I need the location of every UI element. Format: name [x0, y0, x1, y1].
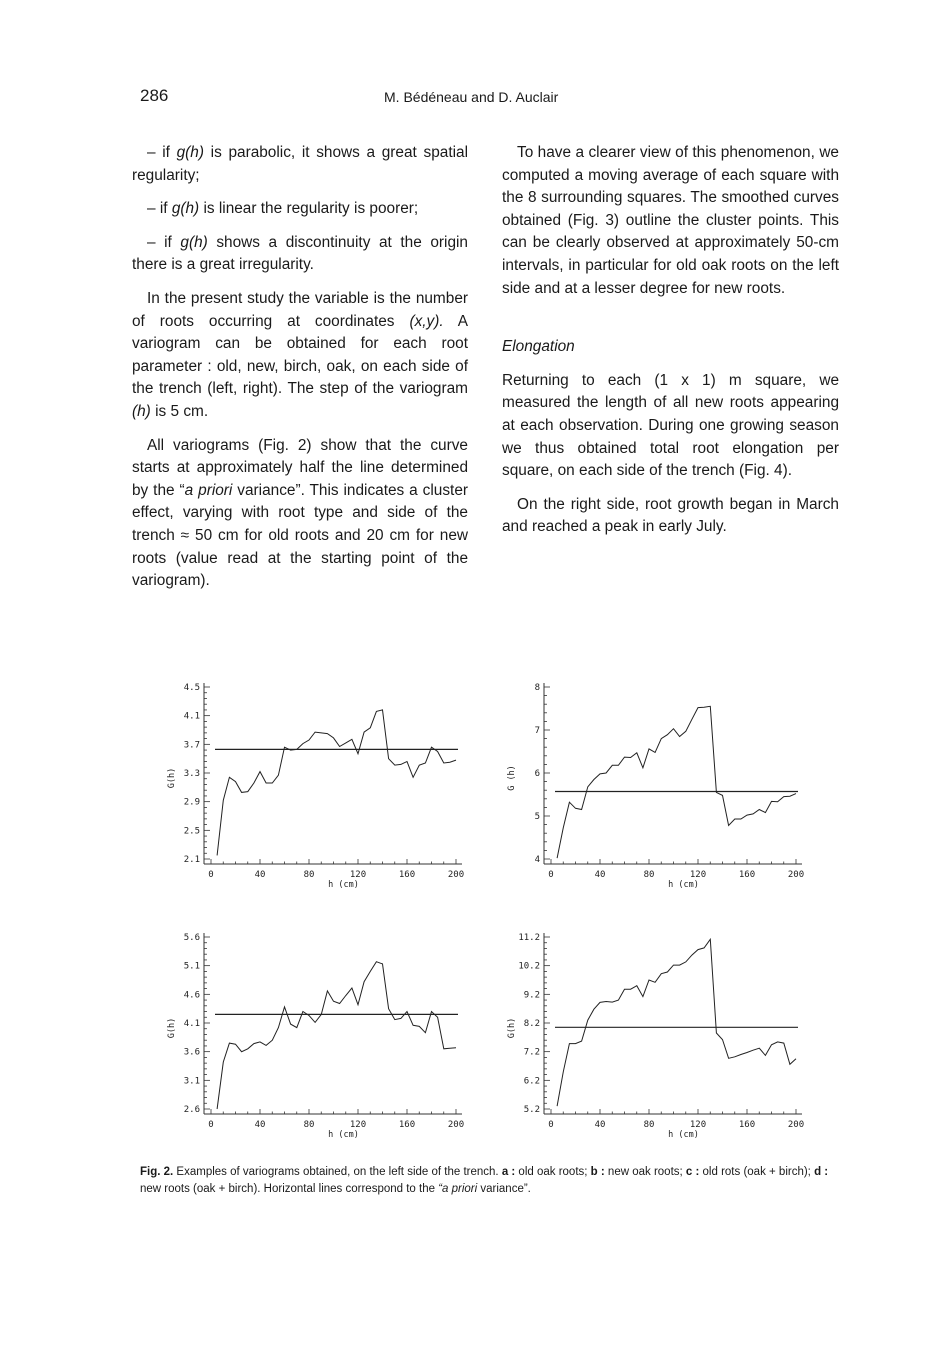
x-tick-label: 120: [349, 870, 367, 880]
y-tick-label: 4.1: [183, 711, 200, 722]
y-tick-label: 4.5: [183, 683, 200, 693]
section-heading-elongation: Elongation: [502, 338, 575, 356]
y-axis-label: G (h): [507, 765, 517, 791]
x-tick-label: 40: [594, 1120, 606, 1130]
y-tick-label: 3.6: [183, 1047, 200, 1058]
page-number: 286: [140, 86, 169, 105]
x-tick-label: 160: [738, 870, 756, 880]
chart-axes: [507, 683, 804, 890]
chart-axes: [167, 933, 464, 1140]
chart-axes: [507, 933, 804, 1140]
variogram-series-line: [217, 710, 456, 856]
variogram-chart-b: [490, 675, 820, 900]
left-column: [132, 142, 468, 593]
y-axis-label: G(h): [167, 1017, 177, 1039]
x-tick-label: 200: [447, 870, 465, 880]
x-axis-label: h (cm): [668, 880, 699, 890]
x-tick-label: 160: [738, 1120, 756, 1130]
chart-axes: [167, 683, 464, 890]
y-tick-label: 5.6: [183, 933, 200, 943]
paragraph-variable: In the present study the variable is the number of roots occurring at coordinates (x,y). A variogram can be obtained for each root parameter : old, new, birch, oak, on each side of the trench (left, right). The step of the variogram (h) is 5 cm.: [132, 289, 468, 420]
y-tick-label: 2.1: [183, 855, 200, 865]
running-head: M. Bédéneau and D. Auclair: [384, 89, 559, 105]
y-tick-label: 9.2: [523, 990, 540, 1001]
x-tick-label: 80: [643, 1120, 655, 1130]
y-tick-label: 4.6: [183, 990, 200, 1001]
x-tick-label: 160: [398, 1120, 416, 1130]
variogram-series-line: [557, 939, 796, 1106]
x-axis-label: h (cm): [668, 1130, 699, 1140]
x-tick-label: 0: [548, 1120, 554, 1130]
variogram-series-line: [557, 706, 796, 858]
bullet-discontinuity: – if g(h) shows a discontinuity at the origin there is a great irregularity.: [132, 233, 468, 274]
y-tick-label: 8.2: [523, 1019, 540, 1029]
x-tick-label: 80: [303, 1120, 315, 1130]
y-tick-label: 4: [534, 855, 540, 865]
y-tick-label: 5: [534, 812, 540, 822]
y-tick-label: 6.2: [523, 1076, 540, 1087]
x-tick-label: 80: [303, 870, 315, 880]
y-tick-label: 3.3: [183, 769, 200, 779]
bullet-linear: – if g(h) is linear the regularity is poorer;: [147, 200, 419, 218]
x-tick-label: 120: [689, 870, 707, 880]
y-tick-label: 3.1: [183, 1076, 200, 1087]
x-tick-label: 40: [594, 870, 606, 880]
x-tick-label: 80: [643, 870, 655, 880]
y-axis-label: G(h): [167, 767, 177, 789]
variogram-series-line: [217, 962, 456, 1109]
bullet-parabolic: – if g(h) is parabolic, it shows a great spatial regularity;: [132, 144, 468, 184]
x-tick-label: 40: [254, 870, 266, 880]
x-tick-label: 200: [447, 1120, 465, 1130]
y-tick-label: 7.2: [523, 1047, 540, 1058]
y-tick-label: 5.1: [183, 961, 200, 972]
x-tick-label: 0: [208, 1120, 214, 1130]
x-tick-label: 120: [349, 1120, 367, 1130]
y-tick-label: 5.2: [523, 1105, 540, 1115]
y-tick-label: 3.7: [183, 740, 200, 751]
variogram-chart-d: [490, 925, 820, 1150]
y-tick-label: 2.6: [183, 1105, 200, 1115]
x-tick-label: 200: [787, 870, 805, 880]
paragraph-elongation: Returning to each (1 x 1) m square, we measured the length of all new roots appearing at each observation. During one growing season we thus obtained total root elongation per square, on each side of the trench (Fig. 4).: [502, 371, 839, 480]
y-tick-label: 10.2: [518, 961, 540, 972]
x-tick-label: 0: [208, 870, 214, 880]
y-tick-label: 2.9: [183, 797, 200, 808]
y-tick-label: 6: [534, 769, 540, 779]
paragraph-variograms: All variograms (Fig. 2) show that the curve starts at approximately half the line determined by the “a priori variance”. This indicates a cluster effect, varying with root type and side of the trench ≈ 50 cm for old roots and 20 cm for new roots (value read at the starting point of the variogram).: [132, 436, 469, 590]
x-tick-label: 160: [398, 870, 416, 880]
right-column: [502, 142, 839, 539]
x-axis-label: h (cm): [328, 880, 359, 890]
x-tick-label: 40: [254, 1120, 266, 1130]
x-tick-label: 0: [548, 870, 554, 880]
y-tick-label: 2.5: [183, 826, 200, 837]
y-tick-label: 8: [534, 683, 540, 693]
paragraph-right-side: On the right side, root growth began in March and reached a peak in early July.: [502, 495, 839, 536]
paragraph-moving-average: To have a clearer view of this phenomenon, we computed a moving average of each square with the 8 surrounding squares. The smoothed curves obtained (Fig. 3) outline the cluster points. This can be clearly observed at approximately 50-cm intervals, in particular for old oak roots on the left side and at a lesser degree for new roots.: [502, 144, 839, 297]
y-tick-label: 4.1: [183, 1019, 200, 1029]
x-tick-label: 120: [689, 1120, 707, 1130]
y-tick-label: 7: [534, 726, 540, 736]
variogram-chart-c: [150, 925, 480, 1150]
figure-caption: Fig. 2. Examples of variograms obtained, on the left side of the trench. a : old oak roots; b : new oak roots; c : old rots (oak + birch); d : new roots (oak + birch). Horizontal lines correspond to the “a priori variance”.: [140, 1166, 829, 1195]
y-tick-label: 11.2: [518, 933, 540, 943]
variogram-chart-a: [150, 675, 480, 900]
x-axis-label: h (cm): [328, 1130, 359, 1140]
x-tick-label: 200: [787, 1120, 805, 1130]
y-axis-label: G(h): [507, 1017, 517, 1039]
